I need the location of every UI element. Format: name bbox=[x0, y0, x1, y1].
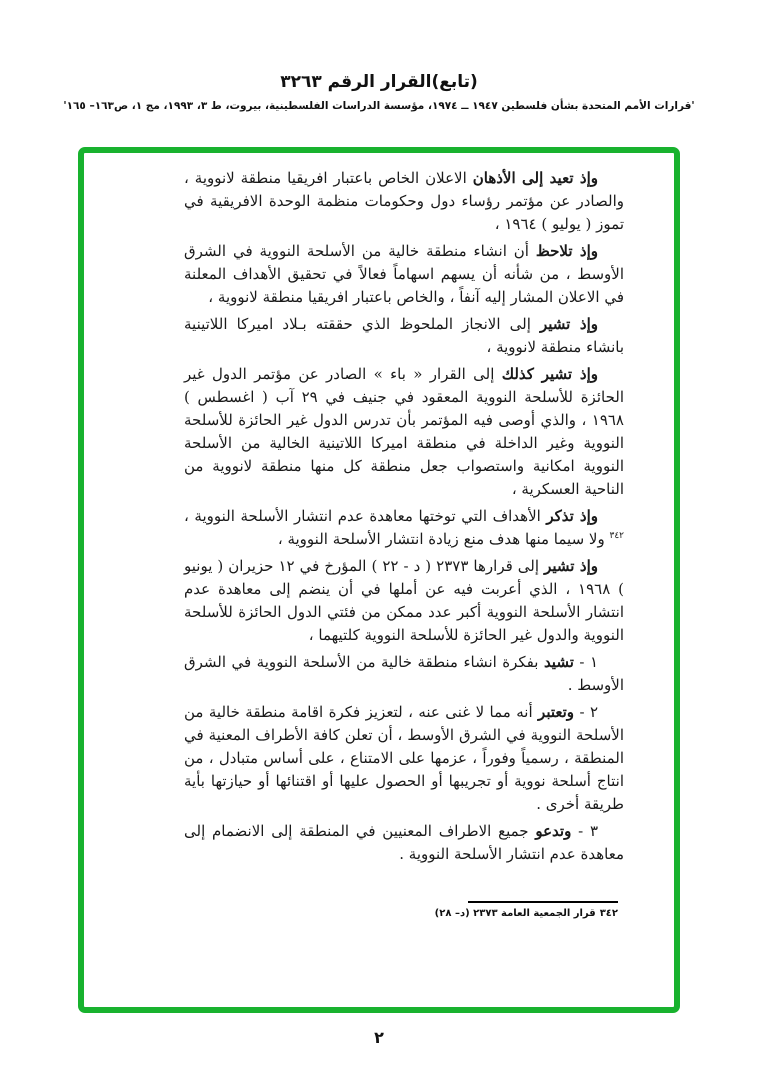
green-highlight-frame bbox=[78, 147, 680, 1013]
operative-paragraph-1: ١ - تشيد بفكرة انشاء منطقة خالية من الأسلحة النووية في الشرق الأوسط . bbox=[184, 653, 624, 694]
body-paragraph-2: وإذ تلاحظ أن انشاء منطقة خالية من الأسلحة النووية في الشرق الأوسط ، من شأنه أن يسهم اسهاماً فعالاً في تحقيق الأهداف المعلنة في الاعلان المشار إليه آنفاً ، والخاص باعتبار افريقيا منطقة لانووية ، bbox=[184, 242, 624, 306]
operative-paragraph-2: ٢ - وتعتبر أنه مما لا غنى عنه ، لتعزيز فكرة اقامة منطقة خالية من الأسلحة النووية في الشرق الأوسط ، أن تعلن كافة الأطراف المعنية في المنطقة ، رسمياً وفوراً ، عزمها على الامتناع ، على أساس متبادل ، من انتاج أسلحة نووية أو تجريبها أو الحصول عليها أو اقتنائها أو حيازتها بأية طريقة أخرى . bbox=[184, 703, 625, 813]
body-paragraph-1: وإذ تعيد إلى الأذهان الاعلان الخاص باعتبار افريقيا منطقة لانووية ، والصادر عن مؤتمر رؤساء دول وحكومات منظمة الوحدة الافريقية في تموز ( يوليو ) ١٩٦٤ ، bbox=[184, 169, 624, 233]
body-paragraph-6: وإذ تشير إلى قرارها ٢٣٧٣ ( د - ٢٢ ) المؤرخ في ١٢ حزيران ( يونيو ) ١٩٦٨ ، الذي أعربت فيه عن أملها في أن ينضم إلى معاهدة عدم انتشار الأسلحة النووية أكبر عدد ممكن من فئتي الدول الحائزة للأسلحة النووية والدول غير الحائزة للأسلحة النووية كلتيهما ، bbox=[184, 557, 624, 644]
body-paragraph-3: وإذ تشير إلى الانجاز الملحوظ الذي حققته بـلاد اميركا اللاتينية بانشاء منطقة لانووية ، bbox=[184, 315, 624, 356]
resolution-title: (تابع)القرار الرقم ٣٢٦٣ bbox=[280, 72, 478, 92]
footnote-marker: ٣٤٢ bbox=[599, 908, 618, 919]
body-paragraph-4: وإذ تشير كذلك إلى القرار « باء » الصادر عن مؤتمر الدول غير الحائزة للأسلحة النووية المعقود في جنيف في ٢٩ آب ( اغسطس ) ١٩٦٨ ، والذي أوصى فيه المؤتمر بأن تدرس الدول غير الحائزة للأسلحة النووية وغير الداخلة في منطقة اميركا اللاتينية الخالية من الأسلحة النووية امكانية واستصواب جعل منطقة كل منها منطقة لانووية من الناحية العسكرية ، bbox=[184, 365, 624, 498]
footnote-text: ٣٤٢قرار الجمعية العامة ٢٣٧٣ (د– ٢٨) bbox=[434, 908, 618, 919]
page-header bbox=[0, 72, 758, 112]
footnote-reference: ٣٤٢ bbox=[609, 531, 624, 541]
resolution-body bbox=[184, 167, 624, 870]
source-citation: 'قرارات الأمم المتحدة بشأن فلسطين ١٩٤٧ ــ ١٩٧٤، مؤسسة الدراسات الفلسطينية، بيروت، ط ٣، ١٩٩٣، مج ١، ص١٦٣– ١٦٥' bbox=[63, 100, 695, 112]
footnote-block bbox=[388, 901, 618, 919]
page-number: ٢ bbox=[374, 1028, 384, 1047]
footnote-separator bbox=[468, 901, 618, 903]
body-paragraph-5: وإذ تذكر الأهداف التي توختها معاهدة عدم انتشار الأسلحة النووية ، $^{٣٤٢}$ ولا سيما منها هدف منع زيادة انتشار الأسلحة النووية ، bbox=[184, 507, 624, 548]
operative-paragraph-3: ٣ - وتدعو جميع الاطراف المعنيين في المنطقة إلى الانضمام إلى معاهدة عدم انتشار الأسلحة النووية . bbox=[184, 822, 624, 863]
